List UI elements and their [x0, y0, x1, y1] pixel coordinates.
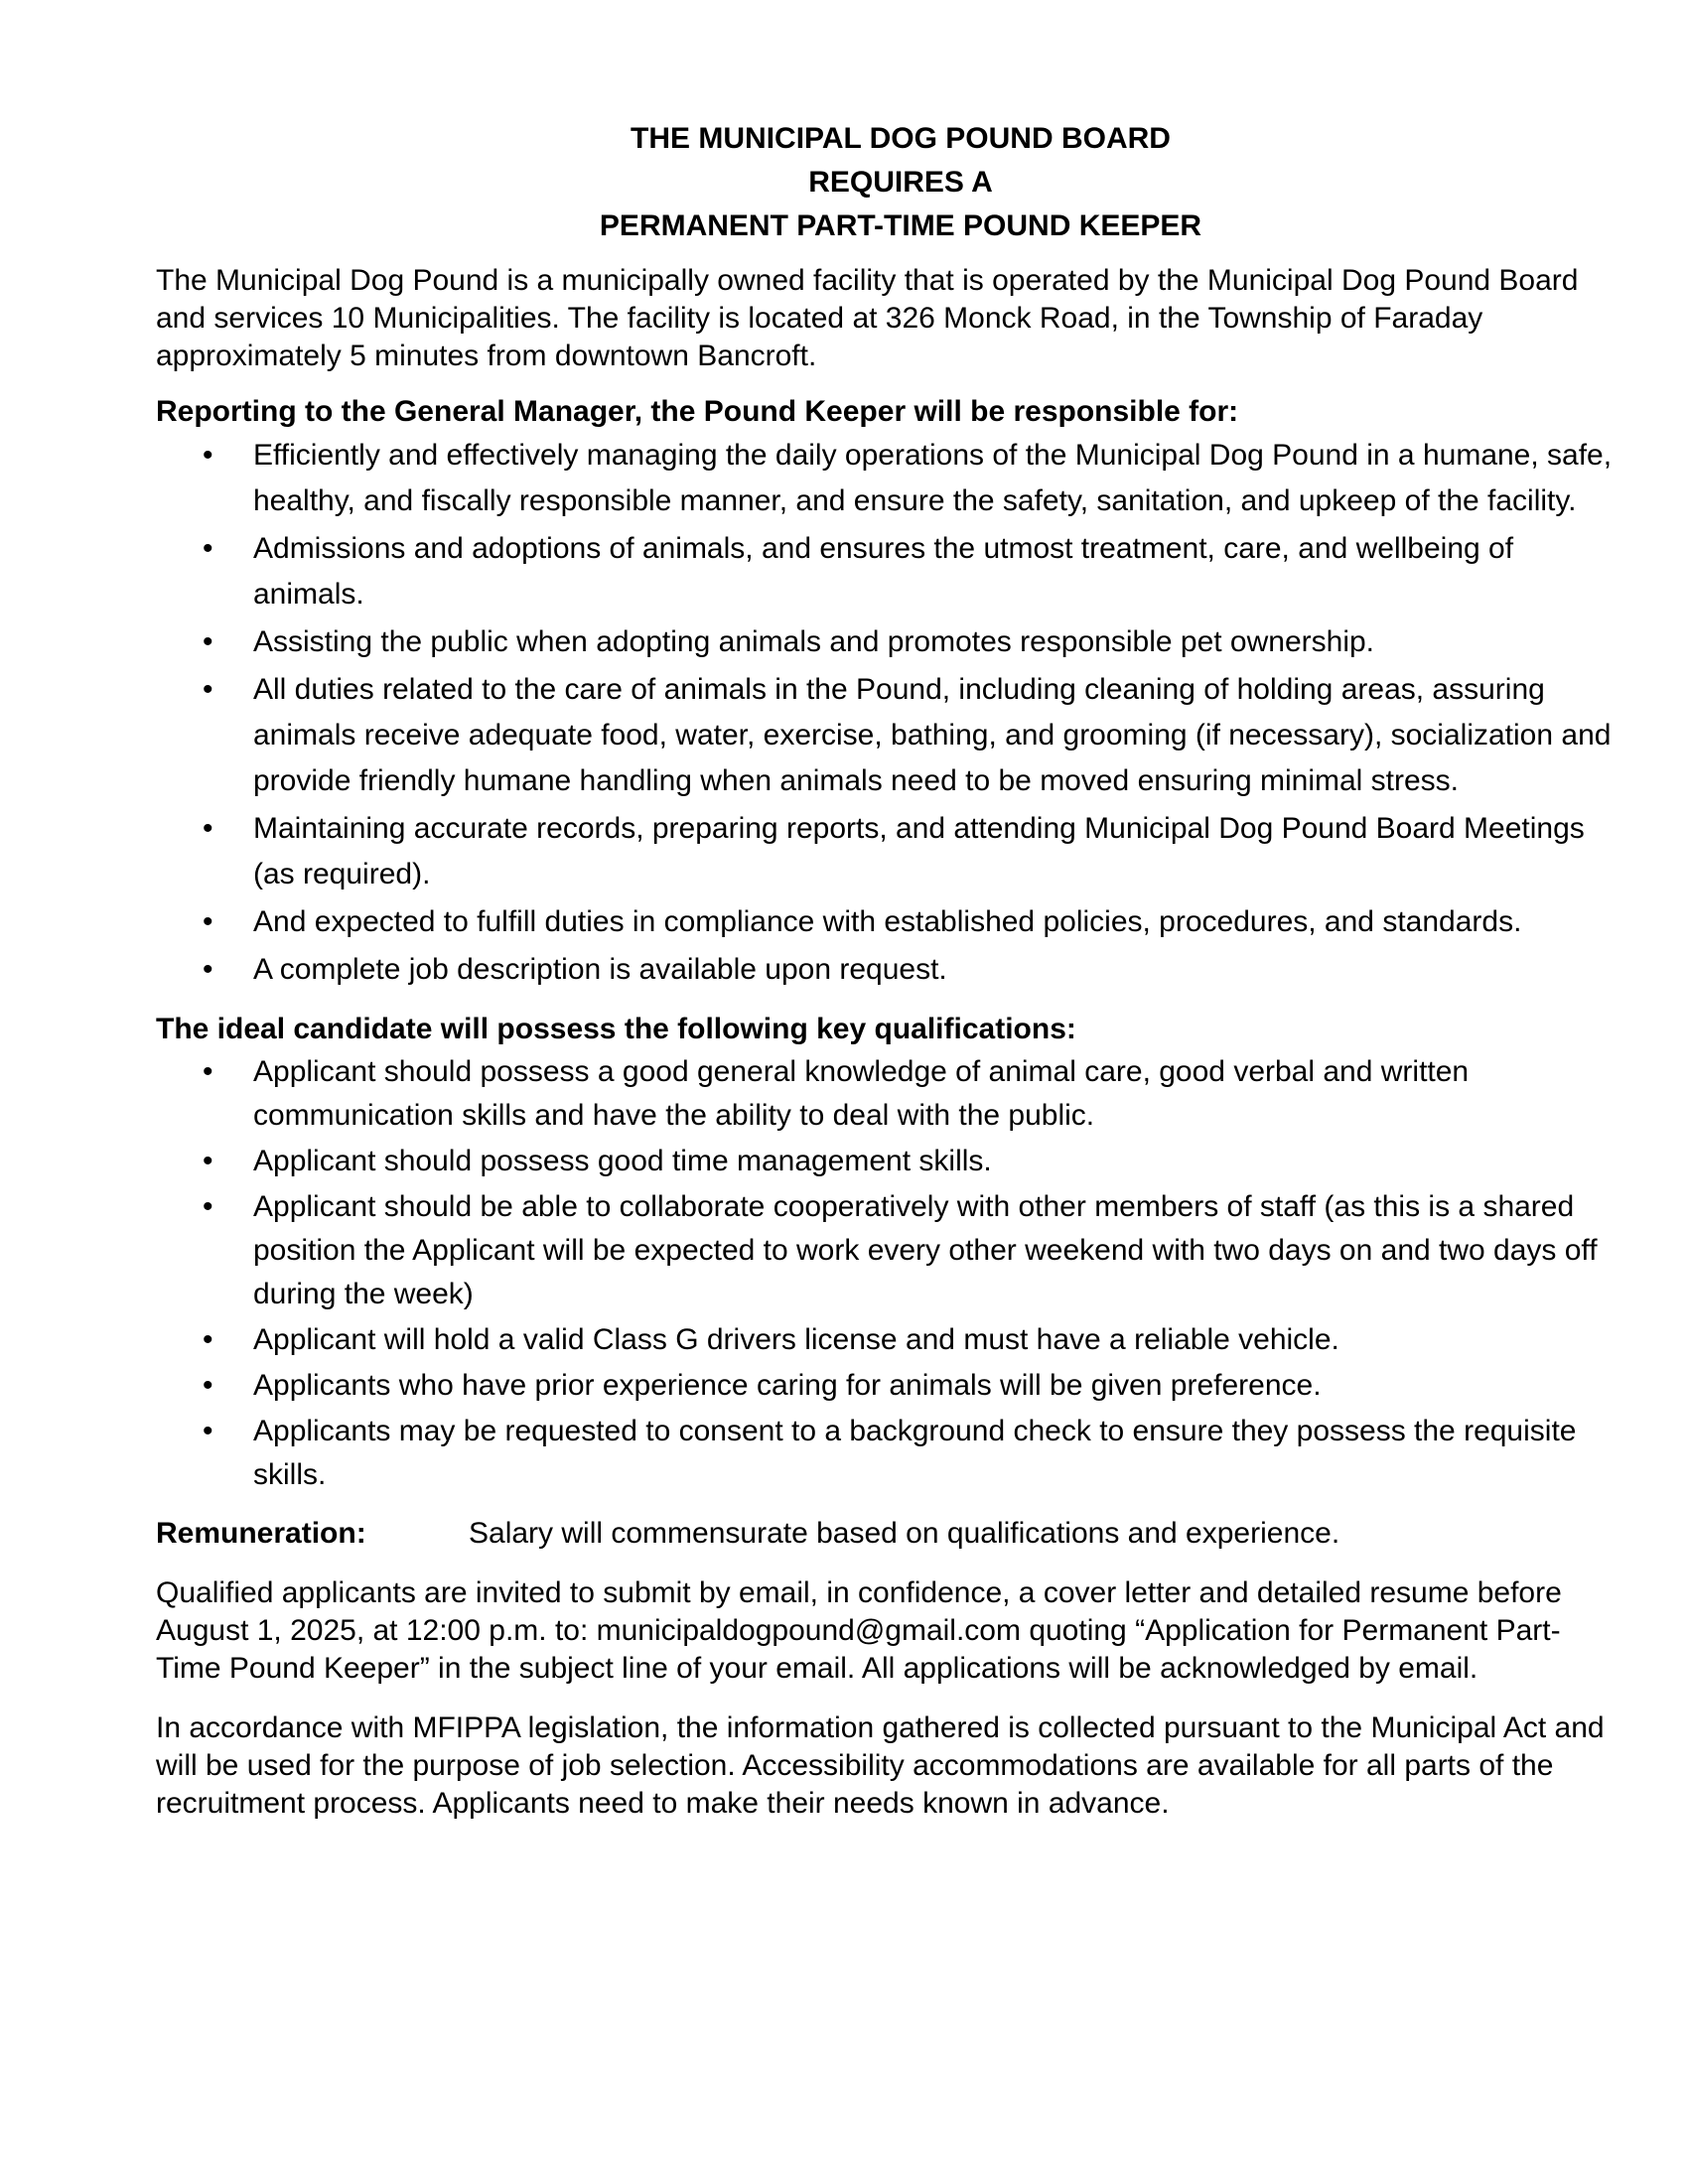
bullet-icon: • — [203, 673, 213, 706]
bullet-icon: • — [203, 1415, 213, 1447]
list-item: • Assisting the public when adopting animals and promotes responsible pet ownership. — [156, 619, 1616, 665]
bullet-icon: • — [203, 625, 213, 658]
application-paragraph: Qualified applicants are invited to submit by email, in confidence, a cover letter and detailed resume before August 1, 2025, at 12:00 p.m. to: municipaldogpound@gmail.com quoting “Application for Permanent Part-Time Pound Keeper” in the subject line of your email. All applications will be acknowledged by email. — [156, 1576, 1562, 1685]
list-item: • And expected to fulfill duties in compliance with established policies, procedures, and standards. — [156, 899, 1616, 945]
qualifications-list — [156, 1050, 1616, 1497]
title-line-2: REQUIRES A — [808, 166, 993, 199]
bullet-icon: • — [203, 1323, 213, 1356]
posting-title — [186, 117, 1616, 248]
bullet-icon: • — [203, 1369, 213, 1402]
list-item: • Admissions and adoptions of animals, and ensures the utmost treatment, care, and wellbeing of animals. — [156, 526, 1616, 617]
job-posting-page — [156, 117, 1616, 1823]
bullet-icon: • — [203, 812, 213, 845]
remuneration-text: Salary will commensurate based on qualifications and experience. — [469, 1517, 1340, 1550]
bullet-icon: • — [203, 1145, 213, 1177]
bullet-icon: • — [203, 1190, 213, 1223]
qualifications-heading: The ideal candidate will possess the following key qualifications: — [156, 1013, 1076, 1045]
bullet-icon: • — [203, 953, 213, 986]
title-line-1: THE MUNICIPAL DOG POUND BOARD — [631, 122, 1171, 155]
bullet-icon: • — [203, 1055, 213, 1088]
list-item: • Applicants who have prior experience caring for animals will be given preference. — [156, 1364, 1616, 1408]
list-item: • Maintaining accurate records, preparing reports, and attending Municipal Dog Pound Board Meetings (as required). — [156, 806, 1616, 897]
remuneration-label: Remuneration: — [156, 1517, 366, 1550]
list-item: • Applicant should be able to collaborate cooperatively with other members of staff (as this is a shared position the Applicant will be expected to work every other weekend with two days on and two days off during the week) — [156, 1185, 1616, 1316]
bullet-icon: • — [203, 532, 213, 565]
bullet-icon: • — [203, 905, 213, 938]
list-item: • Applicant should possess good time management skills. — [156, 1140, 1616, 1183]
list-item: • Applicants may be requested to consent to a background check to ensure they possess the requisite skills. — [156, 1410, 1616, 1497]
responsibilities-heading: Reporting to the General Manager, the Pound Keeper will be responsible for: — [156, 395, 1239, 428]
remuneration-row — [156, 1515, 1616, 1553]
responsibilities-list — [156, 433, 1616, 993]
bullet-icon: • — [203, 439, 213, 472]
list-item: • Applicant should possess a good general knowledge of animal care, good verbal and written communication skills and have the ability to deal with the public. — [156, 1050, 1616, 1138]
privacy-paragraph: In accordance with MFIPPA legislation, the information gathered is collected pursuant to the Municipal Act and will be used for the purpose of job selection. Accessibility accommodations are available for all parts of the recruitment process. Applicants need to make their needs known in advance. — [156, 1711, 1605, 1820]
list-item: • A complete job description is available upon request. — [156, 947, 1616, 993]
title-line-3: PERMANENT PART-TIME POUND KEEPER — [599, 209, 1202, 242]
intro-paragraph: The Municipal Dog Pound is a municipally owned facility that is operated by the Municipal Dog Pound Board and services 10 Municipalities. The facility is located at 326 Monck Road, in the Township of Faraday approximately 5 minutes from downtown Bancroft. — [156, 264, 1579, 372]
list-item: • Efficiently and effectively managing the daily operations of the Municipal Dog Pound in a humane, safe, healthy, and fiscally responsible manner, and ensure the safety, sanitation, and upkeep of the facility. — [156, 433, 1616, 524]
list-item: • Applicant will hold a valid Class G drivers license and must have a reliable vehicle. — [156, 1318, 1616, 1362]
list-item: • All duties related to the care of animals in the Pound, including cleaning of holding areas, assuring animals receive adequate food, water, exercise, bathing, and grooming (if necessary), socialization and provide friendly humane handling when animals need to be moved ensuring minimal stress. — [156, 667, 1616, 804]
